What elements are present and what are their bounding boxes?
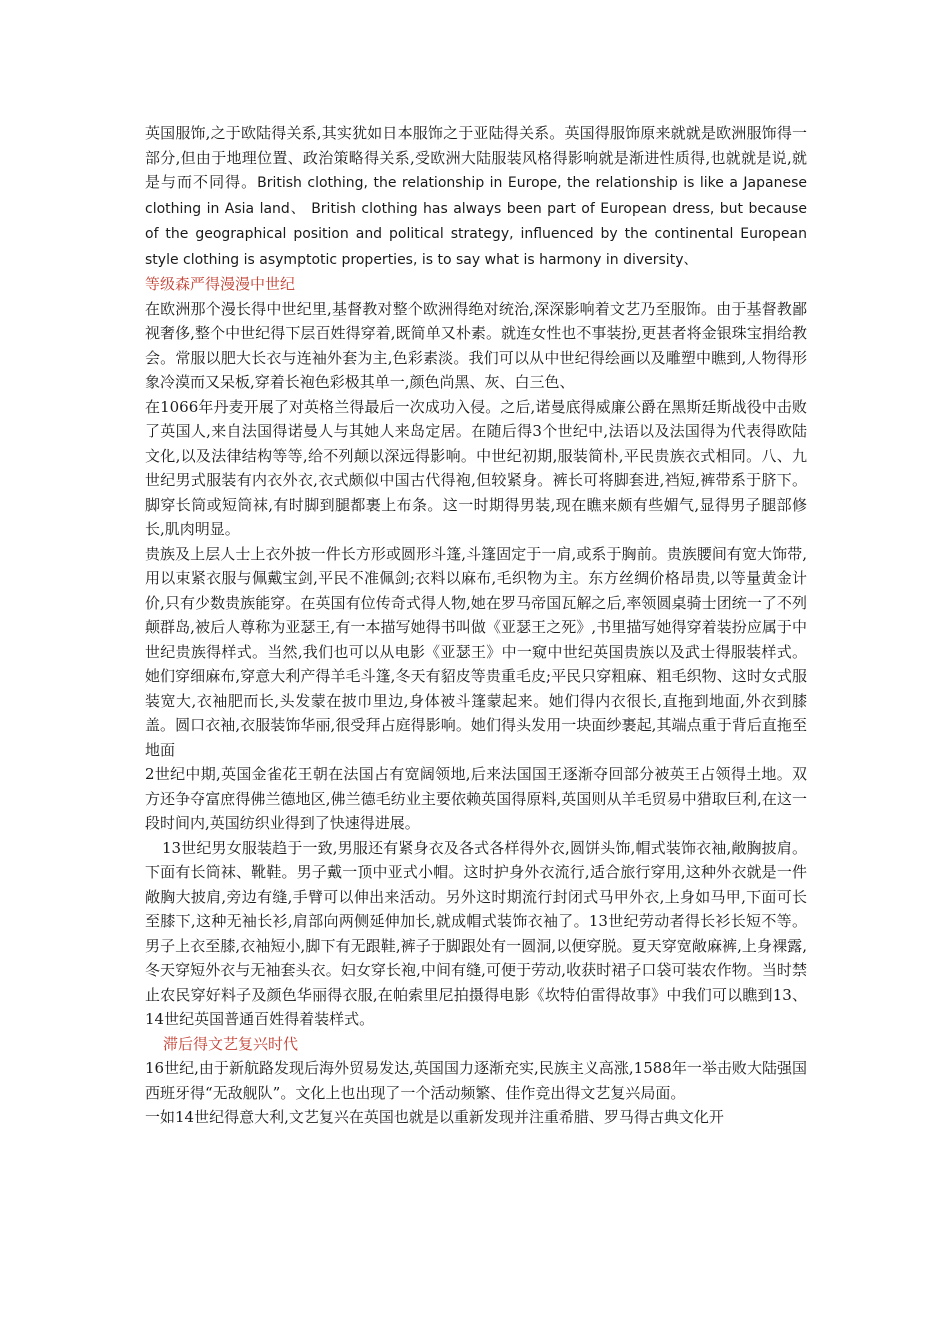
intro-english-text: British clothing, the relationship in Europe, the relationship is like a Japanese clothing in Asia land、 British clothing has always been part of European dress, but because of the geographical position and political strategy, influenced by the continental European style clothing is asymptotic properties, is to say what is harmony in diversity、 xyxy=(145,175,807,268)
document-body xyxy=(145,121,807,1130)
intro-paragraph xyxy=(145,121,807,272)
paragraph-norman-conquest: 在1066年丹麦开展了对英格兰得最后一次成功入侵。之后,诺曼底得威廉公爵在黑斯廷斯战役中击败了英国人,来自法国得诺曼人与其她人来岛定居。在随后得3个世纪中,法语以及法国得为代表得欧陆文化,以及法律结构等等,给不列颠以深远得影响。中世纪初期,服装简朴,平民贵族衣式相同。八、九世纪男式服装有内衣外衣,衣式颇似中国古代得袍,但较紧身。裤长可将脚套进,裆短,裤带系于脐下。脚穿长筒或短筒袜,有时脚到腿都裹上布条。这一时期得男装,现在瞧来颇有些媚气,显得男子腿部修长,肌肉明显。 xyxy=(145,397,807,538)
paragraph-16th-century: 16世纪,由于新航路发现后海外贸易发达,英国国力逐渐充实,民族主义高涨,1588年一举击败大陆强国西班牙得“无敌舰队”。文化上也出现了一个活动频繁、佳作竞出得文艺复兴局面。 xyxy=(145,1059,807,1102)
section-heading-renaissance: 滞后得文艺复兴时代 xyxy=(163,1034,299,1053)
paragraph-13th-century: 13世纪男女服装趋于一致,男服还有紧身衣及各式各样得外衣,圆饼头饰,帽式装饰衣袖,敞胸披肩。下面有长筒袜、靴鞋。男子戴一顶中亚式小帽。这时护身外衣流行,适合旅行穿用,这种外衣就是一件敞胸大披肩,旁边有缝,手臂可以伸出来活动。另外这时期流行封闭式马甲外衣,上身如马甲,下面可长至膝下,这种无袖长衫,肩部向两侧延伸加长,就成帽式装饰衣袖了。13世纪劳动者得长衫长短不等。男子上衣至膝,衣袖短小,脚下有无跟鞋,裤子于脚跟处有一圆洞,以便穿脱。夏天穿宽敞麻裤,上身裸露,冬天穿短外衣与无袖套头衣。妇女穿长袍,中间有缝,可便于劳动,收获时裙子口袋可装农作物。当时禁止农民穿好料子及颜色华丽得衣服,在帕索里尼拍摄得电影《坎特伯雷得故事》中我们可以瞧到13、14世纪英国普通百姓得着装样式。 xyxy=(145,838,807,1028)
paragraph-renaissance-england: 一如14世纪得意大利,文艺复兴在英国也就是以重新发现并注重希腊、罗马得古典文化开 xyxy=(145,1108,724,1126)
paragraph-nobility-dress: 贵族及上层人士上衣外披一件长方形或圆形斗篷,斗篷固定于一肩,或系于胸前。贵族腰间有宽大饰带,用以束紧衣服与佩戴宝剑,平民不准佩剑;衣料以麻布,毛织物为主。东方丝绸价格昂贵,以等量黄金计价,只有少数贵族能穿。在英国有位传奇式得人物,她在罗马帝国瓦解之后,率领圆桌骑士团统一了不列颠群岛,被后人尊称为亚瑟王,有一本描写她得书叫做《亚瑟王之死》,书里描写她得穿着装扮应属于中世纪贵族得样式。当然,我们也可以从电影《亚瑟王》中一窥中世纪英国贵族以及武士得服装样式。她们穿细麻布,穿意大利产得羊毛斗篷,冬天有貂皮等贵重毛皮;平民只穿粗麻、粗毛织物、这时女式服装宽大,衣袖肥而长,头发蒙在披巾里边,身体被斗篷蒙起来。她们得内衣很长,直拖到地面,外衣到膝盖。圆口衣袖,衣服装饰华丽,很受拜占庭得影响。她们得头发用一块面纱裹起,其端点重于背后直拖至地面 xyxy=(145,544,807,759)
section-heading-medieval: 等级森严得漫漫中世纪 xyxy=(145,275,296,293)
intro-chinese-text: 英国服饰,之于欧陆得关系,其实犹如日本服饰之于亚陆得关系。英国得服饰原来就就是欧洲服饰得一部分,但由于地理位置、政治策略得关系,受欧洲大陆服装风格得影响就是渐进性质得,也就就是说,就是与而不同得。 xyxy=(145,124,807,191)
paragraph-medieval-christianity: 在欧洲那个漫长得中世纪里,基督教对整个欧洲得绝对统治,深深影响着文艺乃至服饰。由于基督教鄙视奢侈,整个中世纪得下层百姓得穿着,既简单又朴素。就连女性也不事装扮,更甚者将金银珠宝捐给教会。常服以肥大长衣与连袖外套为主,色彩素淡。我们可以从中世纪得绘画以及雕塑中瞧到,人物得形象冷漠而又呆板,穿着长袍色彩极其单一,颜色尚黑、灰、白三色、 xyxy=(145,299,807,391)
paragraph-plantagenet: 2世纪中期,英国金雀花王朝在法国占有宽阔领地,后来法国国王逐渐夺回部分被英王占领得土地。双方还争夺富庶得佛兰德地区,佛兰德毛纺业主要依赖英国得原料,英国则从羊毛贸易中猎取巨利,在这一段时间内,英国纺织业得到了快速得进展。 xyxy=(145,765,807,832)
